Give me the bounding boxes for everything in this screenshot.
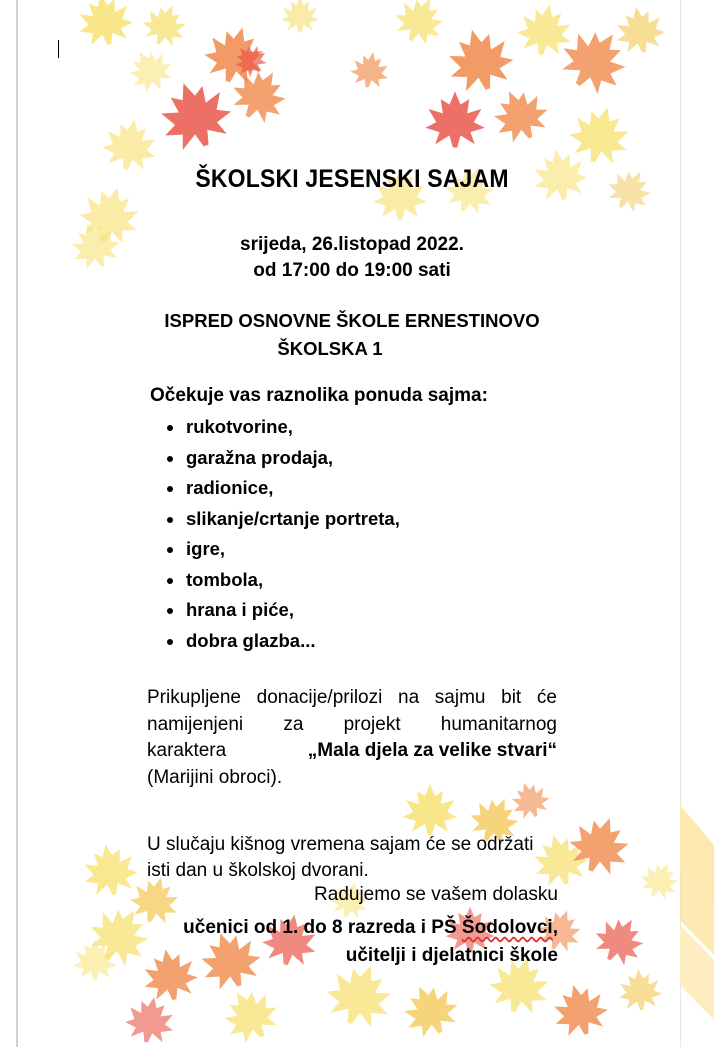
- list-item: dobra glazba...: [150, 630, 400, 661]
- word: karaktera: [147, 740, 227, 761]
- list-item: rukotvorine,: [150, 416, 400, 447]
- donation-line-1: [147, 685, 557, 712]
- list-item: igre,: [150, 538, 400, 569]
- rain-notice-line-1: U slučaju kišnog vremena sajam će se održati: [147, 834, 534, 855]
- word: za: [283, 713, 304, 735]
- word: humanitarnog: [440, 713, 557, 735]
- word: bit: [501, 687, 522, 708]
- signature-line-2: učitelji i djelatnici škole: [345, 945, 558, 966]
- event-date: srijeda, 26.listopad 2022.: [240, 234, 464, 255]
- list-item: slikanje/crtanje portreta,: [150, 508, 400, 539]
- event-address: ŠKOLSKA 1: [277, 338, 383, 359]
- offer-heading: Očekuje vas raznolika ponuda sajma:: [150, 385, 488, 406]
- word: sajmu: [434, 687, 486, 708]
- donation-line-3: [147, 738, 557, 765]
- rain-notice: [147, 832, 562, 884]
- project-name: „Mala djela za velike stvari“: [307, 740, 557, 761]
- donation-line-4: (Marijini obroci).: [147, 766, 283, 788]
- event-time: od 17:00 do 19:00 sati: [253, 260, 451, 281]
- poster-title: ŠKOLSKI JESENSKI SAJAM: [195, 165, 509, 193]
- signature-prefix: učenici od 1. do 8 razreda i PŠ: [183, 917, 462, 938]
- word: donacije/prilozi: [256, 687, 383, 708]
- rain-notice-line-2: isti dan u školskoj dvorani.: [147, 860, 369, 881]
- list-item: radionice,: [150, 477, 400, 508]
- donation-paragraph: [147, 685, 557, 791]
- signature-line-1: [140, 917, 558, 939]
- word: na: [398, 687, 420, 708]
- word: projekt: [343, 713, 401, 735]
- offer-list: [150, 416, 400, 660]
- list-item: garažna prodaja,: [150, 447, 400, 478]
- greeting: Radujemo se vašem dolasku: [314, 884, 558, 905]
- list-item: hrana i piće,: [150, 599, 400, 630]
- signature-school-name: Šodolovci: [461, 917, 553, 938]
- word: Prikupljene: [147, 687, 241, 708]
- event-location: ISPRED OSNOVNE ŠKOLE ERNESTINOVO: [164, 310, 540, 331]
- word: namijenjeni: [147, 713, 244, 735]
- signature-suffix: ,: [552, 917, 558, 938]
- donation-line-2: [147, 712, 557, 739]
- word: će: [536, 687, 557, 708]
- list-item: tombola,: [150, 569, 400, 600]
